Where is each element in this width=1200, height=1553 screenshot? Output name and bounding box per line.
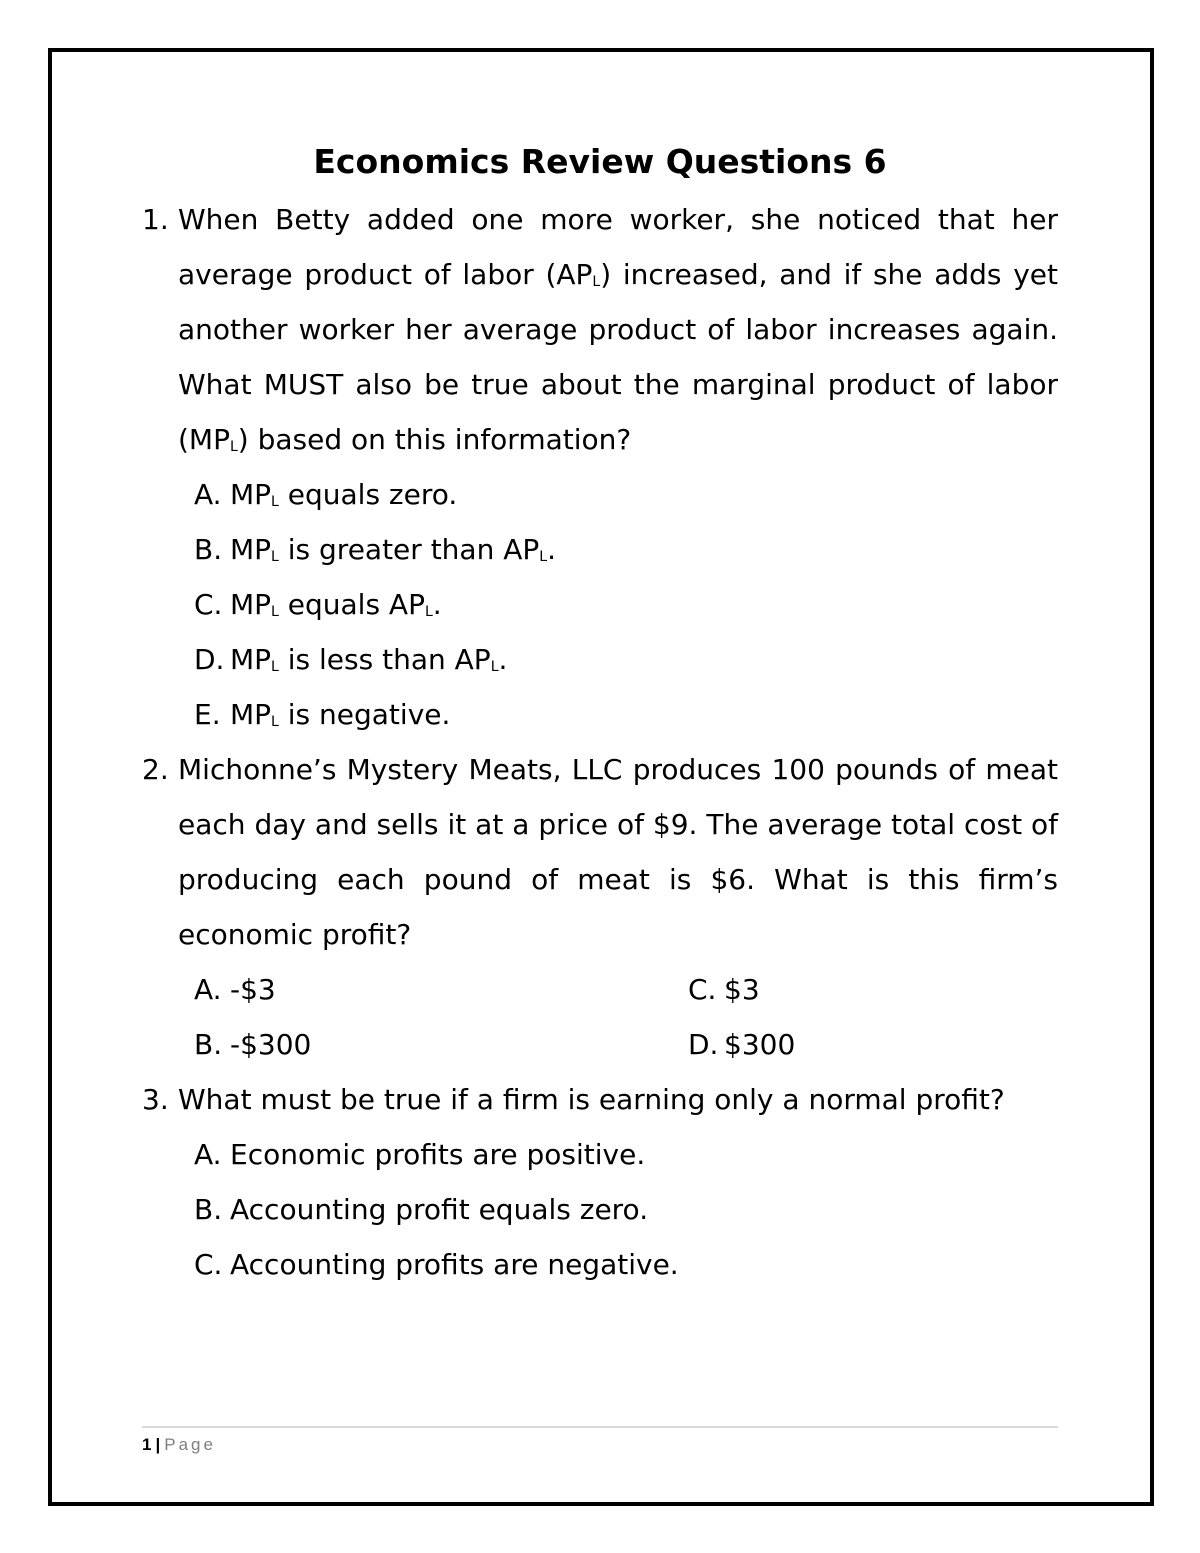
question-text: When Betty added one more worker, she noticed that her average product of labor $(AP_L)$ increased, and if she adds yet another worker her average product of labor increases again. What MUST also be true about the marginal product of labor $(MP_L)$ based on this information?	[178, 203, 1058, 456]
choice-d: D. $300	[688, 1028, 796, 1061]
footer-divider	[142, 1426, 1058, 1428]
question-3-choices	[142, 1127, 1058, 1292]
page-label: Page	[164, 1435, 216, 1454]
page-title: Economics Review Questions 6	[313, 142, 887, 181]
question-text: Michonne’s Mystery Meats, LLC produces 100 pounds of meat each day and sells it at a price of $9. The average total cost of producing each pound of meat is $6. What is this firm’s economic profit?	[178, 753, 1058, 951]
page-footer	[142, 1434, 216, 1456]
document-body	[142, 138, 1058, 1292]
question-1	[142, 192, 1058, 467]
question-number: 3.	[142, 1083, 169, 1116]
question-3	[142, 1072, 1058, 1127]
choice-c: C. $3	[688, 973, 760, 1006]
choice-a: A. -$3	[194, 973, 276, 1006]
footer-separator: |	[155, 1435, 161, 1454]
choice-d: D. $MP_L$ is less than $AP_L$.	[194, 643, 508, 676]
choice-b: B. -$300	[194, 1028, 312, 1061]
choice-b: B. $MP_L$ is greater than $AP_L$.	[194, 533, 556, 566]
question-text: What must be true if a firm is earning only a normal profit?	[178, 1083, 1005, 1116]
question-1-choices	[142, 467, 1058, 742]
choice-e: E. $MP_L$ is negative.	[194, 698, 451, 731]
choice-a: A. Economic profits are positive.	[194, 1138, 646, 1171]
question-2	[142, 742, 1058, 962]
choice-a: A. $MP_L$ equals zero.	[194, 478, 458, 511]
choice-c: C. $MP_L$ equals $AP_L$.	[194, 588, 442, 621]
question-2-choices	[142, 962, 1058, 1072]
page-number: 1	[142, 1435, 152, 1454]
choice-b: B. Accounting profit equals zero.	[194, 1193, 649, 1226]
question-number: 1.	[142, 203, 169, 236]
question-number: 2.	[142, 753, 169, 786]
choice-c: C. Accounting profits are negative.	[194, 1248, 679, 1281]
